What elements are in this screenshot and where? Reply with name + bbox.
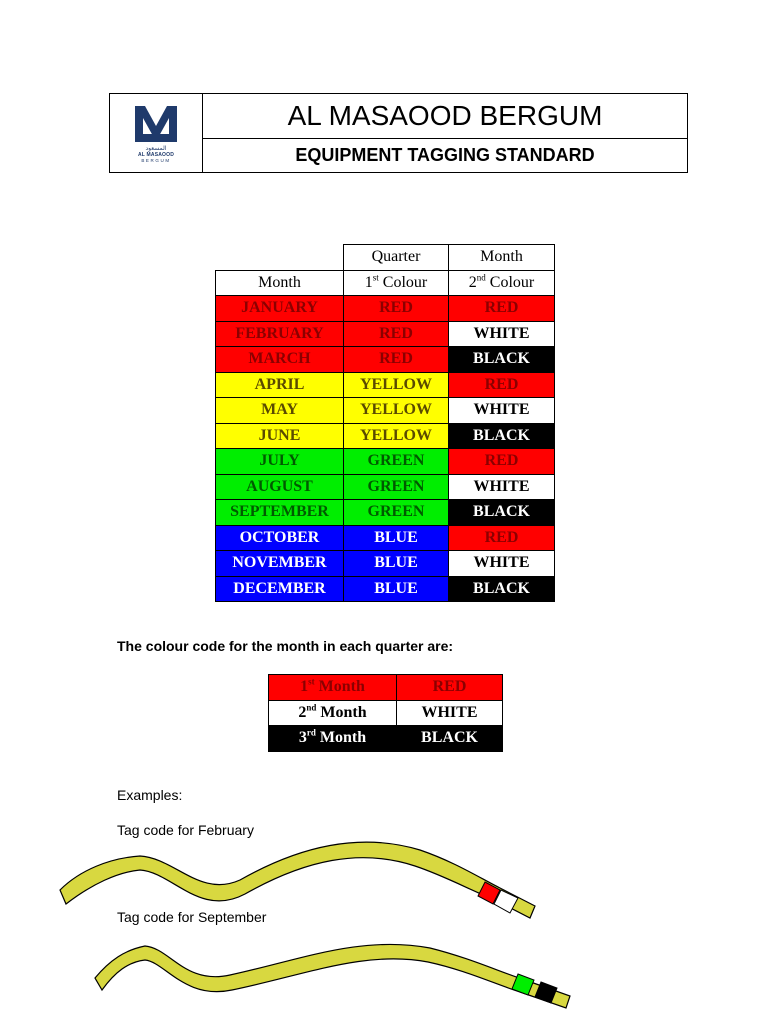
- month-word: Month: [319, 729, 367, 747]
- first-colour-cell: YELLOW: [344, 372, 449, 398]
- month-cell: APRIL: [216, 372, 344, 398]
- first-colour-cell: BLUE: [344, 576, 449, 602]
- header-month: Month: [449, 245, 555, 271]
- colour-word: Colour: [382, 273, 428, 291]
- month-cell: FEBRUARY: [216, 321, 344, 347]
- ordinal-suffix: st: [372, 272, 379, 283]
- ordinal-suffix: rd: [306, 727, 316, 738]
- ordinal-suffix: nd: [476, 272, 486, 283]
- document-title: AL MASAOOD BERGUM: [203, 94, 687, 139]
- month-cell: SEPTEMBER: [216, 500, 344, 526]
- month-cell: JUNE: [216, 423, 344, 449]
- first-colour-cell: RED: [344, 321, 449, 347]
- month-cell: JULY: [216, 449, 344, 475]
- quarter-code-intro: The colour code for the month in each quarter are:: [117, 638, 454, 654]
- first-colour-cell: BLUE: [344, 525, 449, 551]
- month-word: Month: [318, 678, 365, 696]
- code-colour-cell: WHITE: [397, 700, 503, 726]
- second-colour-cell: RED: [449, 449, 555, 475]
- code-colour-cell: BLACK: [397, 726, 503, 752]
- second-colour-cell: WHITE: [449, 474, 555, 500]
- document-subtitle: EQUIPMENT TAGGING STANDARD: [295, 145, 595, 165]
- example-february-label: Tag code for February: [117, 822, 254, 838]
- ordinal-suffix: nd: [306, 702, 317, 713]
- colour-word: Colour: [489, 273, 535, 291]
- month-cell: DECEMBER: [216, 576, 344, 602]
- second-colour-cell: BLACK: [449, 423, 555, 449]
- second-colour-cell: RED: [449, 296, 555, 322]
- first-colour-cell: GREEN: [344, 449, 449, 475]
- first-colour-cell: BLUE: [344, 551, 449, 577]
- month-cell: JANUARY: [216, 296, 344, 322]
- first-colour-cell: RED: [344, 347, 449, 373]
- first-colour-cell: RED: [344, 296, 449, 322]
- second-colour-cell: BLACK: [449, 500, 555, 526]
- ordinal-suffix: st: [308, 676, 315, 687]
- cable-body: [60, 842, 535, 918]
- examples-label: Examples:: [117, 787, 183, 803]
- second-colour-cell: WHITE: [449, 551, 555, 577]
- first-colour-cell: GREEN: [344, 474, 449, 500]
- first-colour-cell: GREEN: [344, 500, 449, 526]
- header-quarter: Quarter: [344, 245, 449, 271]
- month-cell: AUGUST: [216, 474, 344, 500]
- second-colour-cell: WHITE: [449, 398, 555, 424]
- second-colour-cell: WHITE: [449, 321, 555, 347]
- header-month-col: Month: [216, 270, 344, 296]
- second-colour-cell: RED: [449, 372, 555, 398]
- cable-february: [60, 842, 535, 918]
- first-colour-cell: YELLOW: [344, 423, 449, 449]
- second-colour-cell: BLACK: [449, 347, 555, 373]
- ordinal-number: 1: [300, 678, 309, 696]
- month-word: Month: [320, 703, 367, 721]
- logo-sub: BERGUM: [141, 157, 171, 163]
- ordinal-number: 3: [298, 729, 307, 747]
- ordinal-number: 2: [468, 273, 477, 291]
- second-colour-cell: RED: [449, 525, 555, 551]
- second-colour-cell: BLACK: [449, 576, 555, 602]
- example-september-label: Tag code for September: [117, 909, 267, 925]
- ordinal-number: 1: [364, 273, 373, 291]
- cable-september: [95, 944, 570, 1008]
- month-cell: MARCH: [216, 347, 344, 373]
- logo-name: AL MASAOOD: [137, 151, 175, 158]
- month-cell: MAY: [216, 398, 344, 424]
- logo-arabic-text: المسعود: [145, 144, 167, 152]
- month-cell: NOVEMBER: [216, 551, 344, 577]
- code-colour-cell: RED: [397, 675, 503, 701]
- cable-body: [95, 944, 570, 1008]
- first-colour-cell: YELLOW: [344, 398, 449, 424]
- month-cell: OCTOBER: [216, 525, 344, 551]
- ordinal-number: 2: [298, 703, 307, 721]
